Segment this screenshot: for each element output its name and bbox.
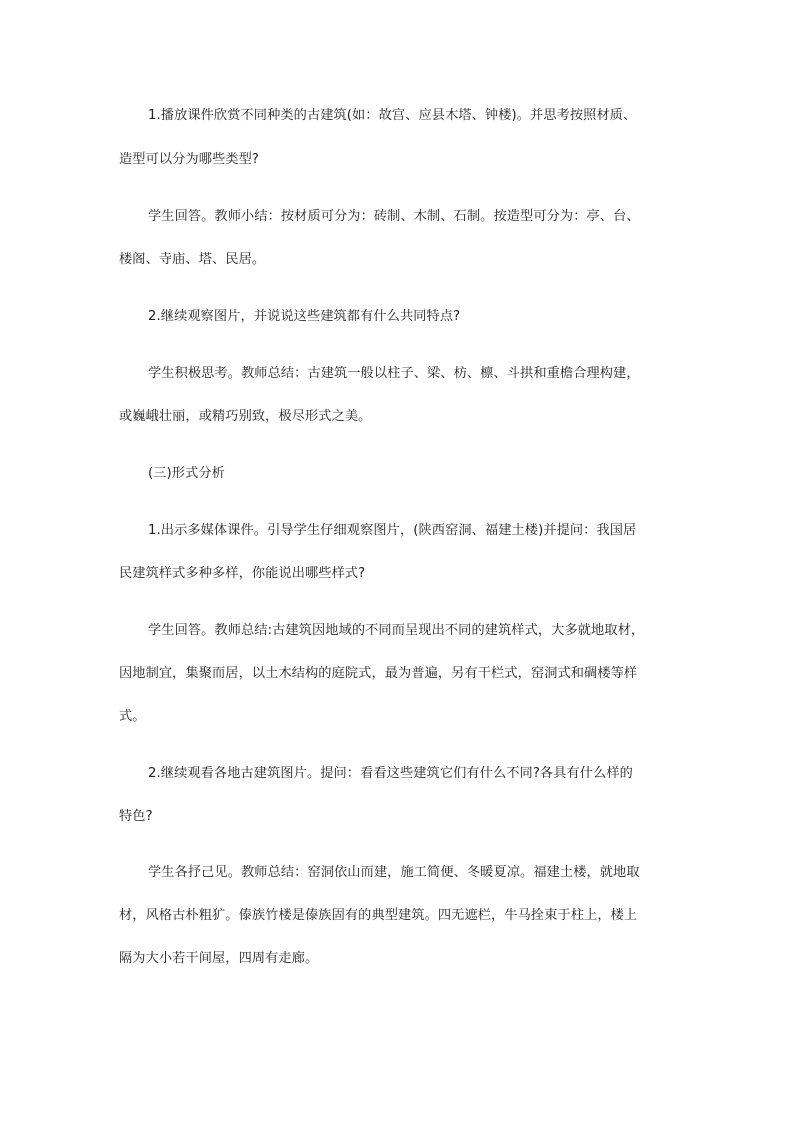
paragraph-line: 2.继续观看各地古建筑图片。提问：看看这些建筑它们有什么不同?各具有什么样的: [148, 766, 633, 781]
paragraph-line: 学生各抒己见。教师总结：窑洞依山而建，施工简便、冬暖夏凉。福建土楼，就地取: [148, 865, 640, 880]
paragraph-line: 式。: [119, 709, 146, 724]
paragraph-line: 1.播放课件欣赏不同种类的古建筑(如：故宫、应县木塔、钟楼)。并思考按照材质、: [148, 108, 637, 123]
section-heading: (三)形式分析: [148, 466, 225, 481]
paragraph-line: 造型可以分为哪些类型?: [119, 152, 259, 167]
paragraph-line: 楼阁、寺庙、塔、民居。: [119, 252, 266, 267]
paragraph-line: 或巍峨壮丽，或精巧别致，极尽形式之美。: [119, 409, 372, 424]
paragraph-line: 学生回答。教师总结:古建筑因地域的不同而呈现出不同的建筑样式，大多就地取材，: [148, 623, 645, 638]
paragraph-line: 2.继续观察图片，并说说这些建筑都有什么共同特点?: [148, 309, 461, 324]
paragraph-line: 特色?: [119, 809, 153, 824]
paragraph-line: 学生回答。教师小结：按材质可分为：砖制、木制、石制。按造型可分为：亭、台、: [148, 209, 640, 224]
paragraph-line: 学生积极思考。教师总结：古建筑一般以柱子、梁、枋、檩、斗拱和重檐合理构建，: [148, 366, 640, 381]
paragraph-line: 民建筑样式多种多样，你能说出哪些样式?: [119, 566, 366, 581]
paragraph-line: 隔为大小若干间屋，四周有走廊。: [119, 951, 319, 966]
paragraph-line: 1.出示多媒体课件。引导学生仔细观察图片，(陕西窑洞、福建土楼)并提问：我国居: [148, 523, 637, 538]
paragraph-line: 因地制宜，集聚而居，以土木结构的庭院式，最为普遍，另有干栏式，窑洞式和碉楼等样: [119, 666, 638, 681]
paragraph-line: 材，风格古朴粗犷。傣族竹楼是傣族固有的典型建筑。四无遮栏，牛马拴束于柱上，楼上: [119, 908, 638, 923]
